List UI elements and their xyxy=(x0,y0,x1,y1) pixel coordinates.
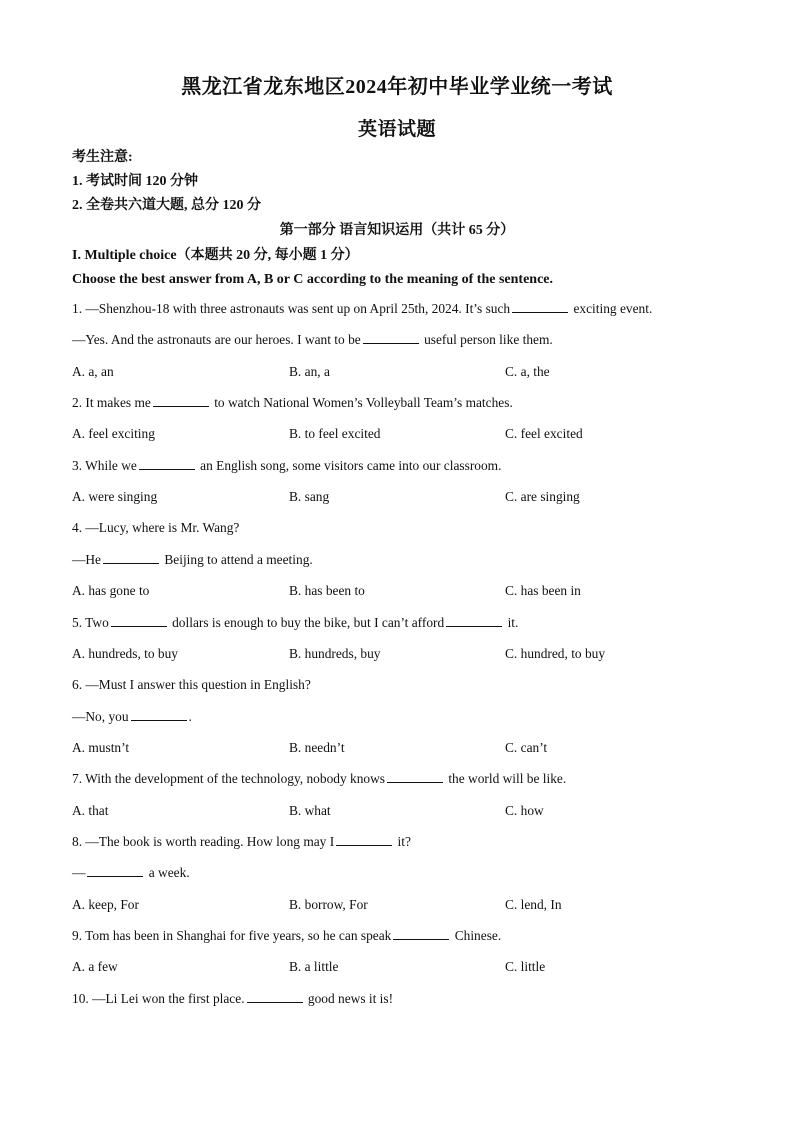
part-title: 第一部分 语言知识运用（共计 65 分） xyxy=(279,223,515,238)
question-text: — xyxy=(72,865,86,881)
question-7-option-a: A. that xyxy=(72,802,109,818)
question-8-line-1 xyxy=(72,834,411,850)
question-text: to watch National Women’s Volleyball Team’s matches. xyxy=(210,395,513,411)
question-7-option-b: B. what xyxy=(289,802,331,818)
section-title: I. Multiple choice（本题共 20 分, 每小题 1 分） xyxy=(72,248,359,263)
question-text: it. xyxy=(504,614,519,630)
answer-blank xyxy=(393,928,449,940)
question-7-line-1 xyxy=(72,771,566,787)
answer-blank xyxy=(103,552,159,564)
question-text: Chinese. xyxy=(451,928,502,943)
question-3-option-a: A. were singing xyxy=(72,489,158,505)
question-5-option-b: B. hundreds, buy xyxy=(289,645,381,661)
answer-blank xyxy=(247,991,303,1003)
question-8-option-c: C. lend, In xyxy=(505,896,562,912)
question-5-option-a: A. hundreds, to buy xyxy=(72,645,179,661)
answer-blank xyxy=(139,458,195,470)
question-6-line-2 xyxy=(72,709,192,725)
question-text: it? xyxy=(394,833,411,849)
question-2-option-c: C. feel excited xyxy=(505,426,583,442)
question-text: useful person like them. xyxy=(420,332,553,348)
question-text: —Yes. And the astronauts are our heroes. I want to be xyxy=(72,332,361,348)
question-7-option-c: C. how xyxy=(505,802,544,818)
answer-blank xyxy=(363,332,419,344)
question-text: 3. While we xyxy=(72,457,137,473)
question-text: dollars is enough to buy the bike, but I can’t afford xyxy=(168,614,445,630)
exam-subtitle: 英语试题 xyxy=(357,119,436,140)
question-9-option-a: A. a few xyxy=(72,959,118,975)
question-text: 10. —Li Lei won the first place. xyxy=(72,990,245,1006)
question-text: 2. It makes me xyxy=(72,395,151,411)
question-5-line-1 xyxy=(72,615,518,631)
notice-heading: 考生注意: xyxy=(72,150,133,165)
answer-blank xyxy=(87,865,143,877)
question-text: a week. xyxy=(145,865,190,881)
question-2-option-b: B. to feel excited xyxy=(289,426,381,442)
question-4-option-a: A. has gone to xyxy=(72,583,150,599)
answer-blank xyxy=(336,834,392,846)
question-text: the world will be like. xyxy=(444,771,567,787)
question-4-line-2 xyxy=(72,552,313,568)
question-text: . xyxy=(188,708,192,724)
question-1-option-b: B. an, a xyxy=(289,363,330,379)
question-text: good news it is! xyxy=(304,990,394,1006)
question-8-option-b: B. borrow, For xyxy=(289,896,368,912)
question-8-line-2 xyxy=(72,865,190,881)
question-10-line-1 xyxy=(72,991,393,1007)
question-3-option-c: C. are singing xyxy=(505,489,580,505)
answer-blank xyxy=(446,615,502,627)
notice-item-2: 2. 全卷共六道大题, 总分 120 分 xyxy=(72,198,261,213)
question-text: —No, you xyxy=(72,708,129,724)
question-4-line-1 xyxy=(72,520,239,536)
question-2-option-a: A. feel exciting xyxy=(72,426,155,442)
answer-blank xyxy=(512,301,568,313)
question-text: 6. —Must I answer this question in English? xyxy=(72,677,311,693)
question-1-option-c: C. a, the xyxy=(505,363,550,379)
question-1-option-a: A. a, an xyxy=(72,363,114,379)
question-3-line-1 xyxy=(72,458,501,474)
question-1-line-1 xyxy=(72,301,652,317)
question-6-line-1 xyxy=(72,677,311,693)
question-6-option-c: C. can’t xyxy=(505,739,548,755)
question-text: exciting event. xyxy=(570,301,653,316)
question-text: 8. —The book is worth reading. How long may I xyxy=(72,833,335,849)
answer-blank xyxy=(387,771,443,783)
question-6-option-a: A. mustn’t xyxy=(72,739,130,755)
question-text: Beijing to attend a meeting. xyxy=(161,551,313,567)
question-5-option-c: C. hundred, to buy xyxy=(505,645,606,661)
question-2-line-1 xyxy=(72,395,513,411)
question-text: 9. Tom has been in Shanghai for five years, so he can speak xyxy=(72,928,392,943)
section-instruction: Choose the best answer from A, B or C according to the meaning of the sentence. xyxy=(72,272,554,287)
question-6-option-b: B. needn’t xyxy=(289,739,345,755)
question-3-option-b: B. sang xyxy=(289,489,330,505)
question-text: 4. —Lucy, where is Mr. Wang? xyxy=(72,520,240,536)
question-9-line-1 xyxy=(72,928,501,944)
question-text: 7. With the development of the technology, nobody knows xyxy=(72,771,385,787)
question-4-option-c: C. has been in xyxy=(505,583,581,599)
question-4-option-b: B. has been to xyxy=(289,583,365,599)
question-text: 1. —Shenzhou-18 with three astronauts was sent up on April 25th, 2024. It’s such xyxy=(72,301,511,316)
question-9-option-c: C. little xyxy=(505,959,546,975)
answer-blank xyxy=(111,615,167,627)
question-text: —He xyxy=(72,551,102,567)
answer-blank xyxy=(153,395,209,407)
question-text: 5. Two xyxy=(72,614,109,630)
question-text: an English song, some visitors came into our classroom. xyxy=(196,457,502,473)
question-8-option-a: A. keep, For xyxy=(72,896,139,912)
answer-blank xyxy=(131,709,187,721)
question-1-line-2 xyxy=(72,332,553,348)
exam-title: 黑龙江省龙东地区2024年初中毕业学业统一考试 xyxy=(181,76,613,98)
question-9-option-b: B. a little xyxy=(289,959,339,975)
notice-item-1: 1. 考试时间 120 分钟 xyxy=(72,174,198,189)
